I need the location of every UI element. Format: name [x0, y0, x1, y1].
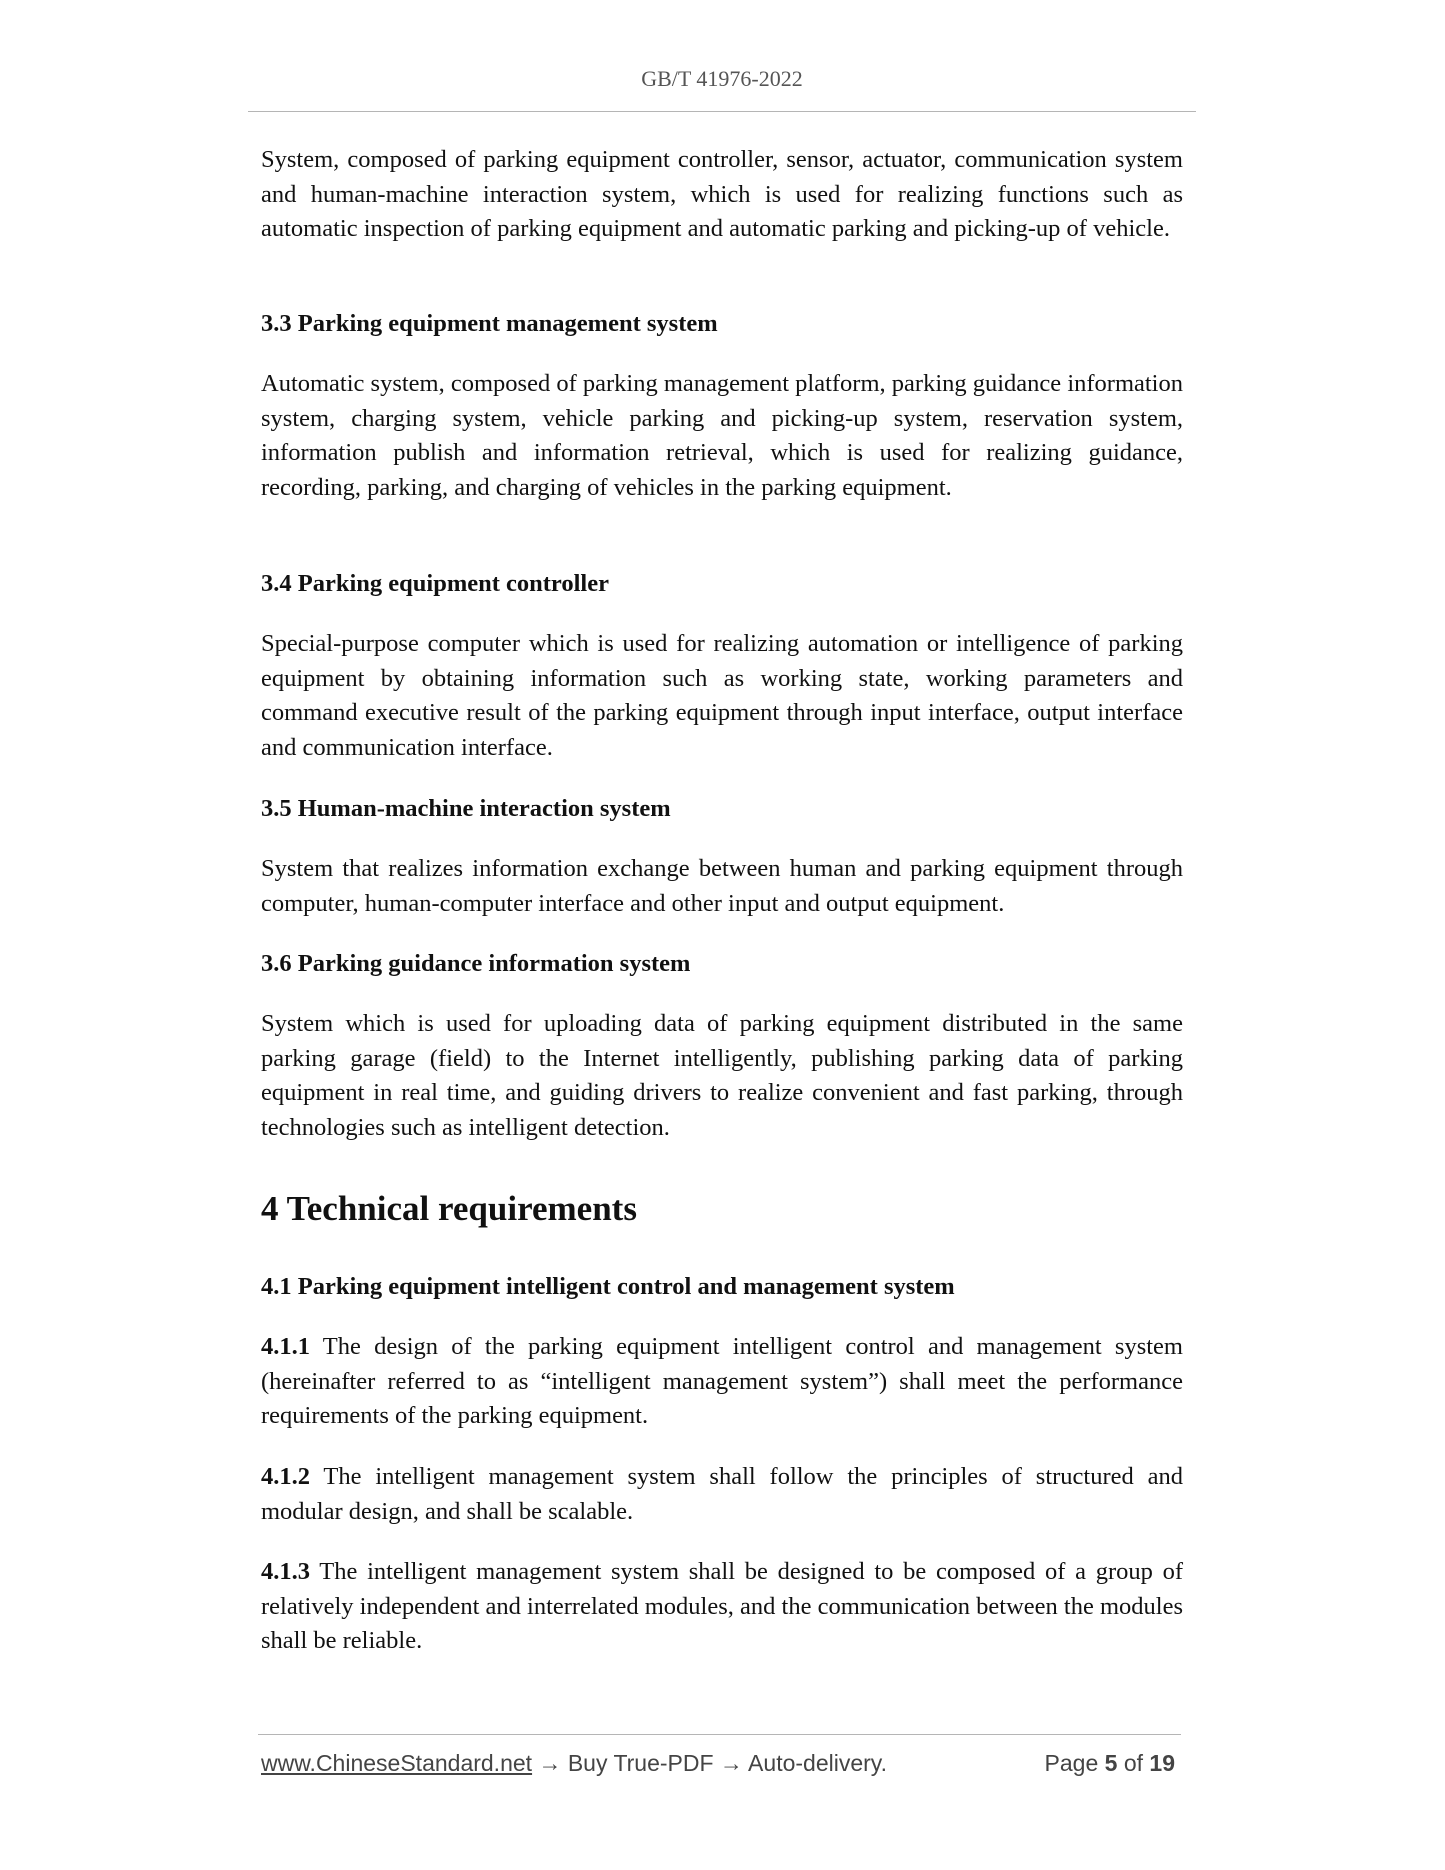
section-3-5-heading: 3.5 Human-machine interaction system [261, 795, 671, 822]
running-header: GB/T 41976-2022 [641, 66, 803, 91]
section-4-1-heading: 4.1 Parking equipment intelligent control and management system [261, 1273, 955, 1300]
clause-number: 4.1.1 [261, 1333, 310, 1360]
clause-4-1-1 [261, 1330, 1183, 1434]
clause-text: The design of the parking equipment intelligent control and management system (hereinafter referred to as “intelligent management system”) shall meet the performance requirements of the parking equipment. [261, 1333, 1183, 1430]
header-divider [248, 111, 1196, 112]
page-indicator [1045, 1750, 1175, 1777]
clause-text: The intelligent management system shall follow the principles of structured and modular design, and shall be scalable. [261, 1463, 1183, 1525]
clause-number: 4.1.3 [261, 1558, 310, 1585]
section-3-3-heading: 3.3 Parking equipment management system [261, 310, 718, 337]
clause-4-1-3 [261, 1555, 1183, 1659]
section-3-4-text: Special-purpose computer which is used for realizing automation or intelligence of parking equipment by obtaining information such as working state, working parameters and command executive result of the parking equipment through input interface, output interface and communication interface. [261, 630, 1183, 762]
website-link[interactable]: www.ChineseStandard.net [261, 1750, 533, 1776]
footer-tagline: → Buy True-PDF → Auto-delivery. [532, 1750, 887, 1776]
page-total: 19 [1149, 1750, 1175, 1776]
page-current: 5 [1104, 1750, 1118, 1776]
page-of-label: of [1117, 1750, 1150, 1776]
footer-divider [258, 1734, 1181, 1735]
page-footer [261, 1750, 1181, 1782]
section-3-6-heading: 3.6 Parking guidance information system [261, 950, 691, 977]
section-4-heading: 4 Technical requirements [261, 1189, 637, 1228]
section-3-5-text: System that realizes information exchange between human and parking equipment through computer, human-computer interface and other input and output equipment. [261, 855, 1183, 917]
section-3-3-text: Automatic system, composed of parking management platform, parking guidance information system, charging system, vehicle parking and picking-up system, reservation system, information publish and information retrieval, which is used for realizing guidance, recording, parking, and charging of vehicles in the parking equipment. [261, 370, 1183, 502]
clause-4-1-2 [261, 1460, 1183, 1529]
clause-text: The intelligent management system shall be designed to be composed of a group of relatively independent and interrelated modules, and the communication between the modules shall be reliable. [261, 1558, 1183, 1655]
section-3-4-heading: 3.4 Parking equipment controller [261, 570, 609, 597]
intro-paragraph: System, composed of parking equipment controller, sensor, actuator, communication system and human-machine interaction system, which is used for realizing functions such as automatic inspection of parking equipment and automatic parking and picking-up of vehicle. [261, 146, 1183, 243]
footer-promo [261, 1750, 887, 1777]
section-3-6-text: System which is used for uploading data of parking equipment distributed in the same parking garage (field) to the Internet intelligently, publishing parking data of parking equipment in real time, and guiding drivers to realize convenient and fast parking, through technologies such as intelligent detection. [261, 1010, 1183, 1142]
page-label: Page [1044, 1750, 1105, 1776]
clause-number: 4.1.2 [261, 1463, 310, 1490]
